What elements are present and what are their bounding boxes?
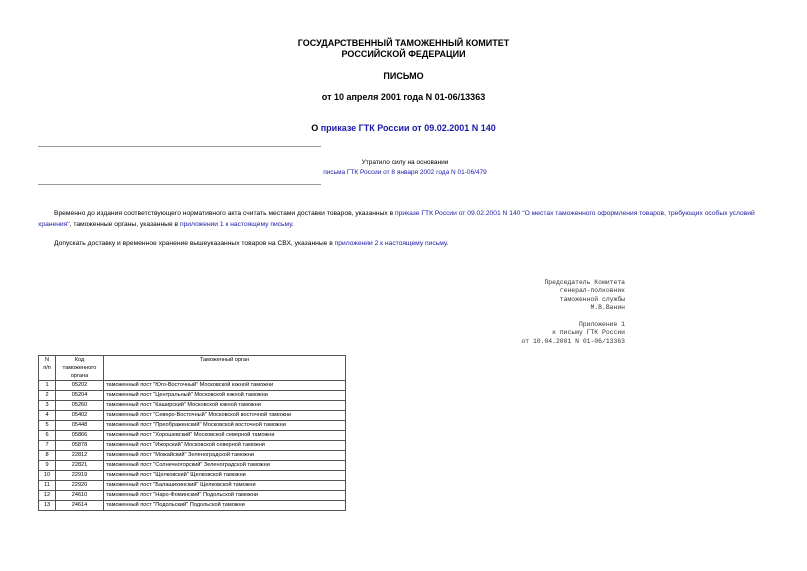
signature-service: таможенной службы (559, 295, 625, 303)
p1-order-link[interactable]: приказе ГТК России от 09.02.2001 N 140 "О местах таможенного оформления товаров, требующих особых условий хранения" (38, 210, 755, 228)
p1-text-middle: , таможенные органы, указанные в (69, 220, 180, 228)
divider-top (38, 146, 321, 147)
document-date: от 10 апреля 2001 года N 01-06/13363 (321, 92, 486, 102)
table-header-row (39, 356, 346, 381)
signature-rank: генерал-полковник (559, 287, 625, 295)
p2-appendix-link[interactable]: приложении 2 к настоящему письму (334, 240, 447, 247)
signature-title: Председатель Комитета (544, 279, 625, 286)
table-row: 10 22919 таможенный пост "Щелковский" Щелковской таможни (39, 471, 346, 481)
signature-block (544, 279, 625, 313)
subject-link[interactable]: приказе ГТК России от 09.02.2001 N 140 (320, 123, 496, 133)
paragraph-1 (38, 209, 773, 230)
divider-bottom (38, 184, 321, 185)
appendix-title: Приложение 1 (578, 321, 625, 328)
table-row: 9 22821 таможенный пост "Солнечногорский" Зеленоградской таможни (39, 461, 346, 471)
lost-force-label: Утратило силу на основании (361, 159, 449, 166)
table-row: 13 24614 таможенный пост "Подольский" Подольской таможни (39, 501, 346, 511)
issuer-line-1: ГОСУДАРСТВЕННЫЙ ТАМОЖЕННЫЙ КОМИТЕТ (297, 38, 510, 48)
header-code: Код таможенного органа (56, 356, 104, 381)
lost-force-link[interactable]: письма ГТК России от 8 января 2002 года N 01-06/479 (323, 169, 487, 176)
p2-text-end: . (446, 240, 449, 247)
issuer-line-2: РОССИЙСКОЙ ФЕДЕРАЦИИ (341, 49, 466, 59)
signature-name: М.В.Ванин (590, 304, 625, 312)
table-row: 5 05448 таможенный пост "Преображенский" Московской восточной таможни (39, 421, 346, 431)
p1-text-end: . (291, 220, 294, 228)
document-type: ПИСЬМО (383, 71, 424, 81)
header-num: N п/п (39, 356, 56, 381)
customs-table (38, 355, 346, 511)
document-subject (0, 123, 807, 133)
table-row: 4 05402 таможенный пост "Северо-Восточный" Московской восточной таможни (39, 411, 346, 421)
p1-text-start: Временно до издания соответствующего нормативного акта считать местами доставки товаров, указанных в (54, 210, 396, 217)
table-row: 2 05204 таможенный пост "Центральный" Московской южной таможни (39, 391, 346, 401)
lost-force-note (300, 158, 510, 178)
appendix-caption (521, 321, 625, 346)
subject-prefix: О (311, 123, 321, 133)
appendix-ref: к письму ГТК России (552, 329, 625, 337)
table-row: 3 05260 таможенный пост "Каширский" Московской южной таможни (39, 401, 346, 411)
appendix-date: от 10.04.2001 N 01-06/13363 (521, 337, 625, 345)
paragraph-2 (38, 239, 773, 250)
p1-appendix-link[interactable]: приложении 1 к настоящему письму (179, 220, 292, 228)
table-row: 11 22920 таможенный пост "Балашихинский" Щелковской таможни (39, 481, 346, 491)
table-row: 6 05866 таможенный пост "Хорошевский" Московской северной таможни (39, 431, 346, 441)
table-row: 8 22812 таможенный пост "Можайский" Зеленоградской таможни (39, 451, 346, 461)
header-name: Таможенный орган (104, 356, 346, 381)
p2-text-start: Допускать доставку и временное хранение вышеуказанных товаров на СВХ, указанные в (54, 240, 335, 247)
table-row: 1 05202 таможенный пост "Юго-Восточный" Московской южной таможни (39, 381, 346, 391)
table-row: 12 24610 таможенный пост "Наро-Фоминский" Подольской таможни (39, 491, 346, 501)
table-row: 7 05878 таможенный пост "Ижорский" Московской северной таможни (39, 441, 346, 451)
